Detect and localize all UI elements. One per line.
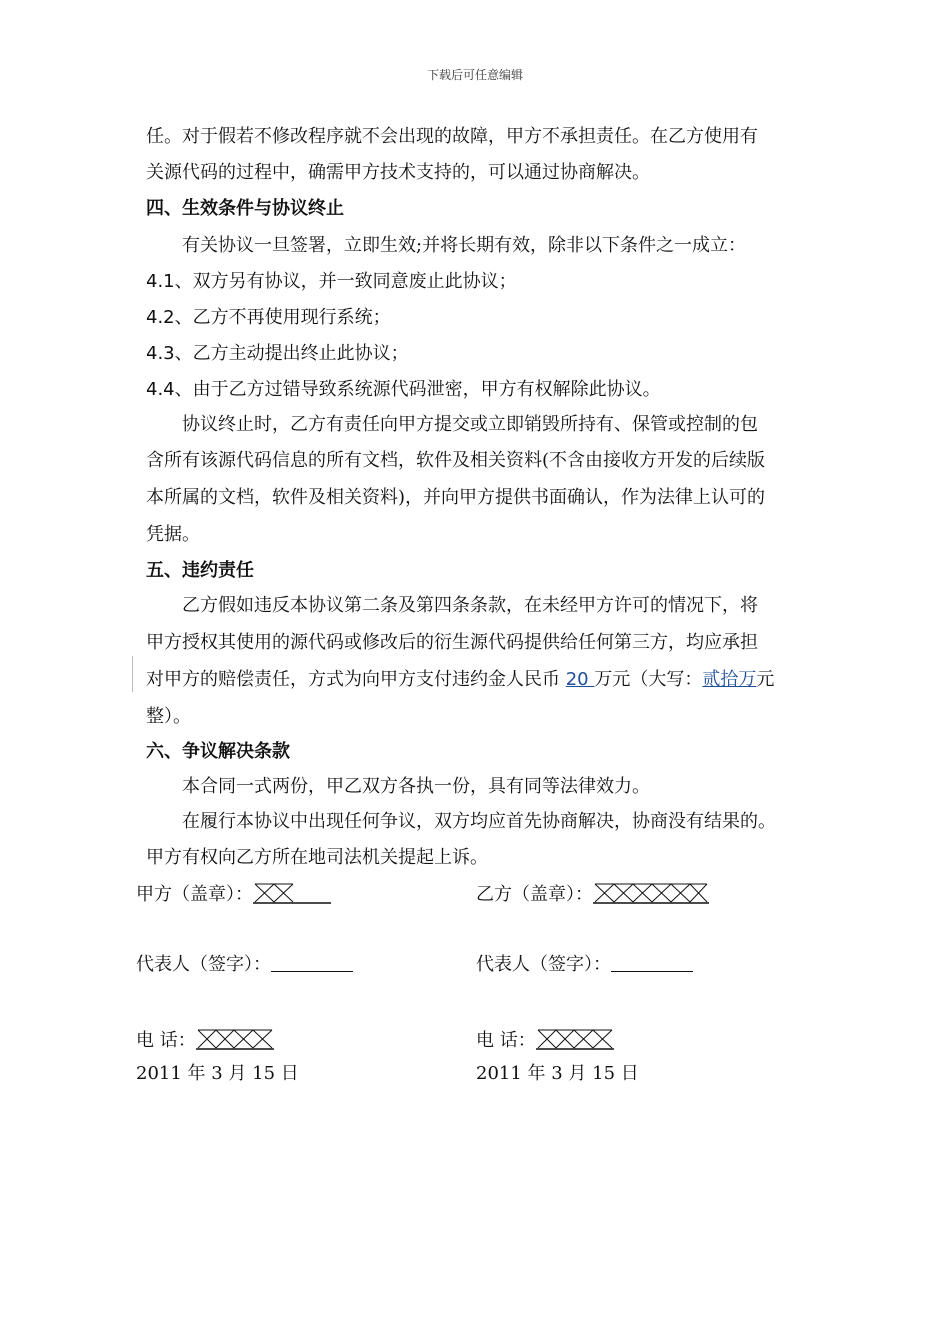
- representative-label: 代表人（签字）：: [136, 954, 271, 975]
- page-header: 下载后可任意编辑: [426, 68, 523, 82]
- signature-blank[interactable]: [271, 955, 353, 972]
- seal-placeholder-icon: [253, 882, 331, 910]
- phone-label: 电 话：: [136, 1030, 196, 1051]
- paragraph-line: 有关协议一旦签署，立即生效;并将长期有效，除非以下条件之一成立：: [182, 235, 747, 256]
- paragraph-line: 含所有该源代码信息的所有文档，软件及相关资料(不含由接收方开发的后续版: [146, 450, 766, 471]
- party-b-representative: [476, 954, 693, 976]
- paragraph-line: 本所属的文档，软件及相关资料)，并向甲方提供书面确认，作为法律上认可的: [146, 487, 766, 508]
- party-a-phone: [136, 1028, 274, 1056]
- party-a-date: 2011 年 3 月 15 日: [136, 1063, 299, 1084]
- penalty-amount-chinese: 贰拾万: [702, 669, 757, 690]
- paragraph-line: 在履行本协议中出现任何争议，双方均应首先协商解决，协商没有结果的。: [182, 811, 776, 832]
- party-b-phone: [476, 1028, 614, 1056]
- list-text: 、乙方主动提出终止此协议；: [174, 343, 409, 364]
- text-run: 元: [756, 669, 775, 690]
- paragraph-line: [146, 669, 774, 691]
- signature-blank[interactable]: [611, 955, 693, 972]
- list-number: 4.1: [146, 271, 175, 292]
- section-heading-6: 六、争议解决条款: [146, 741, 290, 762]
- list-item-4-2: [146, 307, 391, 329]
- seal-placeholder-icon: [593, 882, 709, 910]
- list-number: 4.2: [146, 307, 175, 328]
- paragraph-line: 协议终止时，乙方有责任向甲方提交或立即销毁所持有、保管或控制的包: [182, 414, 758, 435]
- list-item-4-4: [146, 379, 661, 401]
- paragraph-line: 任。对于假若不修改程序就不会出现的故障，甲方不承担责任。在乙方使用有: [146, 126, 758, 147]
- paragraph-line: 关源代码的过程中，确需甲方技术支持的，可以通过协商解决。: [146, 162, 650, 183]
- paragraph-line: 甲方有权向乙方所在地司法机关提起上诉。: [146, 847, 488, 868]
- representative-label: 代表人（签字）：: [476, 954, 611, 975]
- margin-change-bar: [132, 656, 133, 692]
- party-a-seal: [136, 882, 331, 910]
- party-a-representative: [136, 954, 353, 976]
- section-heading-4: 四、生效条件与协议终止: [146, 198, 344, 219]
- list-text: 、由于乙方过错导致系统源代码泄密，甲方有权解除此协议。: [174, 379, 661, 400]
- text-run: 对甲方的赔偿责任，方式为向甲方支付违约金人民币: [146, 669, 566, 690]
- list-number: 4.3: [146, 343, 175, 364]
- phone-label: 电 话：: [476, 1030, 536, 1051]
- section-heading-5: 五、违约责任: [146, 560, 254, 581]
- paragraph-line: 凭据。: [146, 524, 200, 545]
- list-item-4-3: [146, 343, 409, 365]
- paragraph-line: 甲方授权其使用的源代码或修改后的衍生源代码提供给任何第三方，均应承担: [146, 632, 758, 653]
- party-b-seal: [476, 882, 709, 910]
- phone-placeholder-icon: [196, 1028, 274, 1056]
- text-run: 万元（大写：: [594, 669, 703, 690]
- phone-placeholder-icon: [536, 1028, 614, 1056]
- party-b-date: 2011 年 3 月 15 日: [476, 1063, 639, 1084]
- paragraph-line: 本合同一式两份，甲乙双方各执一份，具有同等法律效力。: [182, 776, 650, 797]
- list-text: 、乙方不再使用现行系统；: [174, 307, 391, 328]
- paragraph-line: 整）。: [146, 706, 191, 727]
- party-b-label: 乙方（盖章）：: [476, 884, 593, 905]
- penalty-amount: 20: [565, 669, 595, 690]
- list-item-4-1: [146, 271, 517, 293]
- list-text: 、双方另有协议，并一致同意废止此协议；: [174, 271, 517, 292]
- list-number: 4.4: [146, 379, 175, 400]
- party-a-label: 甲方（盖章）：: [136, 884, 253, 905]
- paragraph-line: 乙方假如违反本协议第二条及第四条条款，在未经甲方许可的情况下，将: [182, 595, 758, 616]
